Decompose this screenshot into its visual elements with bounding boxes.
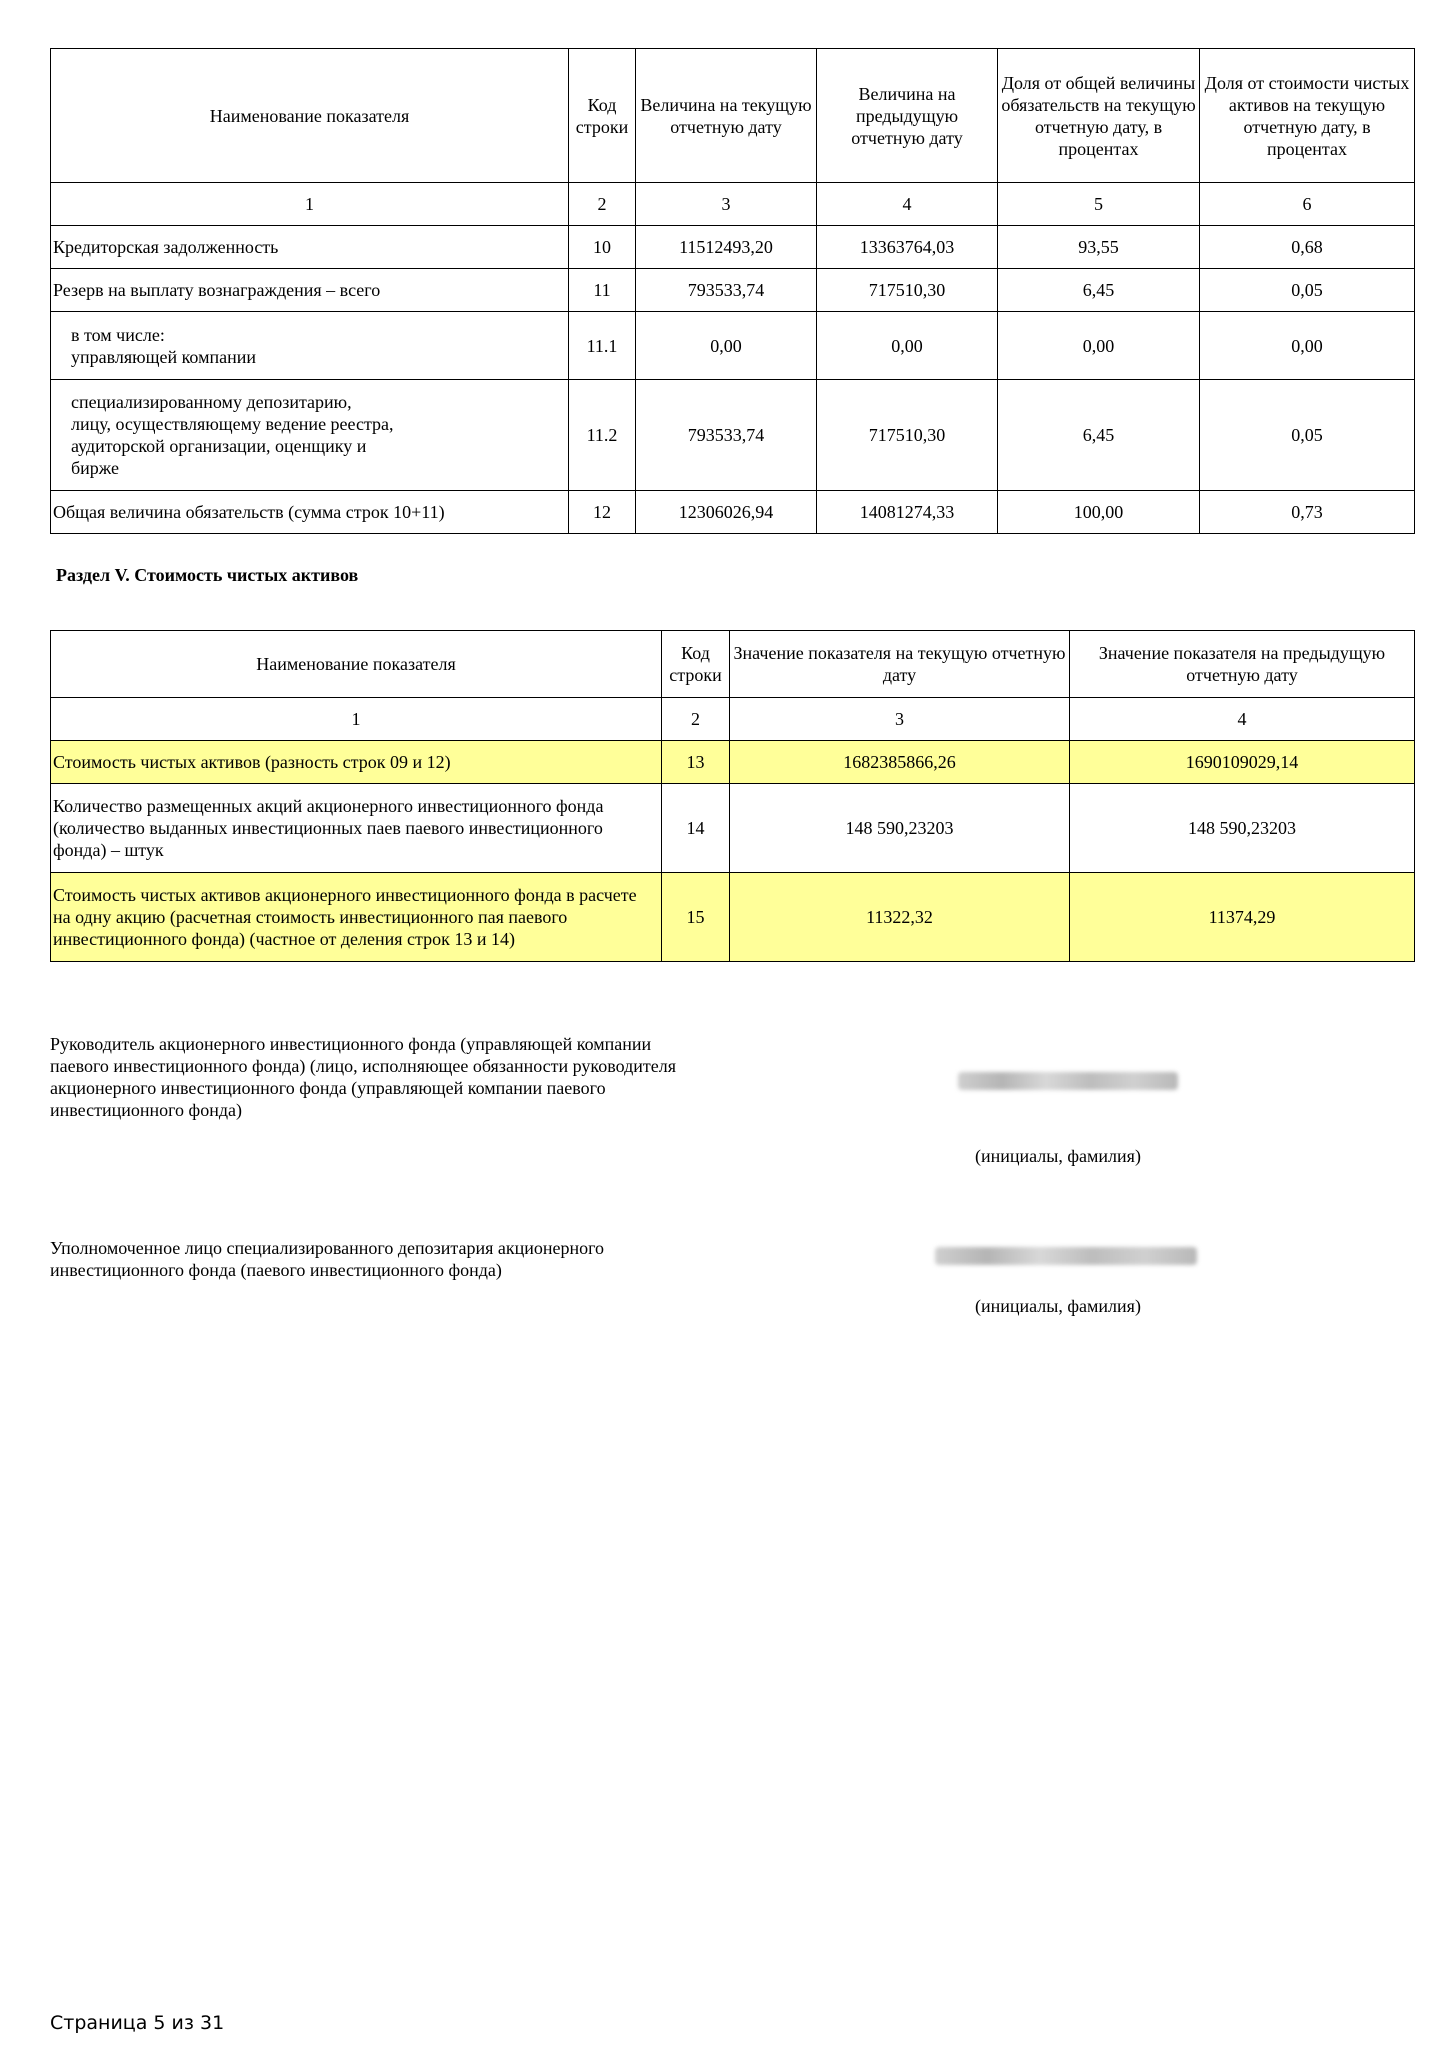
row-code: 11.2: [569, 380, 636, 491]
row-value: 1682385866,26: [730, 741, 1070, 784]
row-value: 148 590,23203: [730, 784, 1070, 873]
row-value: 11374,29: [1070, 873, 1415, 962]
column-number: 1: [51, 698, 662, 741]
column-number: 6: [1200, 183, 1415, 226]
row-value: 0,00: [1200, 312, 1415, 380]
header-cell: Значение показателя на предыдущую отчетную дату: [1070, 631, 1415, 698]
row-value: 0,73: [1200, 491, 1415, 534]
row-name: Резерв на выплату вознаграждения – всего: [51, 269, 569, 312]
row-value: 11322,32: [730, 873, 1070, 962]
table-row: [51, 491, 1415, 534]
row-code: 12: [569, 491, 636, 534]
row-value: 13363764,03: [817, 226, 998, 269]
row-code: 10: [569, 226, 636, 269]
header-cell: Код строки: [569, 49, 636, 183]
row-value: 717510,30: [817, 269, 998, 312]
table-row: [51, 784, 1415, 873]
header-cell: Доля от общей величины обязательств на текущую отчетную дату, в процентах: [998, 49, 1200, 183]
row-name: Стоимость чистых активов (разность строк 09 и 12): [51, 741, 662, 784]
depositary-signature-caption: (инициалы, фамилия): [975, 1296, 1141, 1316]
table-row: [51, 226, 1415, 269]
header-cell: Наименование показателя: [51, 49, 569, 183]
row-value: 0,00: [636, 312, 817, 380]
table-row: [51, 312, 1415, 380]
row-name: Стоимость чистых активов акционерного инвестиционного фонда в расчете на одну акцию (расчетная стоимость инвестиционного пая паевого инвестиционного фонда) (частное от деления строк 13 и 14): [51, 873, 662, 962]
row-code: 11.1: [569, 312, 636, 380]
row-name: Количество размещенных акций акционерного инвестиционного фонда (количество выданных инвестиционных паев паевого инвестиционного фонда) – штук: [51, 784, 662, 873]
row-name: Общая величина обязательств (сумма строк 10+11): [51, 491, 569, 534]
redacted-name: [935, 1247, 1197, 1265]
row-name: Кредиторская задолженность: [51, 226, 569, 269]
row-value: 100,00: [998, 491, 1200, 534]
section-title: Раздел V. Стоимость чистых активов: [56, 565, 359, 585]
column-number: 4: [817, 183, 998, 226]
row-value: 14081274,33: [817, 491, 998, 534]
table-row: [51, 380, 1415, 491]
row-code: 14: [662, 784, 730, 873]
header-cell: Величина на предыдущую отчетную дату: [817, 49, 998, 183]
table-row-highlighted: [51, 741, 1415, 784]
header-cell: Код строки: [662, 631, 730, 698]
row-value: 93,55: [998, 226, 1200, 269]
column-number: 5: [998, 183, 1200, 226]
page-number: Страница 5 из 31: [50, 2012, 225, 2034]
column-number: 2: [569, 183, 636, 226]
redacted-name: [958, 1072, 1178, 1090]
row-value: 0,00: [998, 312, 1200, 380]
table-header-row: [51, 49, 1415, 183]
column-number: 3: [730, 698, 1070, 741]
row-code: 13: [662, 741, 730, 784]
table-row: [51, 269, 1415, 312]
net-assets-table: [50, 630, 1415, 962]
row-value: 0,05: [1200, 269, 1415, 312]
row-value: 0,00: [817, 312, 998, 380]
row-name: специализированному депозитарию, лицу, осуществляющему ведение реестра, аудиторской организации, оценщику и бирже: [51, 380, 569, 491]
row-value: 11512493,20: [636, 226, 817, 269]
column-number: 1: [51, 183, 569, 226]
row-value: 0,05: [1200, 380, 1415, 491]
row-value: 0,68: [1200, 226, 1415, 269]
liabilities-table: [50, 48, 1415, 534]
row-value: 148 590,23203: [1070, 784, 1415, 873]
header-cell: Наименование показателя: [51, 631, 662, 698]
column-number: 4: [1070, 698, 1415, 741]
depositary-signature-text: Уполномоченное лицо специализированного депозитария акционерного инвестиционного фонда (паевого инвестиционного фонда): [50, 1238, 605, 1280]
table-header-row: [51, 631, 1415, 698]
header-cell: Величина на текущую отчетную дату: [636, 49, 817, 183]
row-code: 15: [662, 873, 730, 962]
row-value: 6,45: [998, 269, 1200, 312]
column-number-row: [51, 698, 1415, 741]
row-value: 12306026,94: [636, 491, 817, 534]
row-value: 1690109029,14: [1070, 741, 1415, 784]
head-signature-caption: (инициалы, фамилия): [975, 1146, 1141, 1166]
header-cell: Доля от стоимости чистых активов на текущую отчетную дату, в процентах: [1200, 49, 1415, 183]
row-name: в том числе: управляющей компании: [51, 312, 569, 380]
row-code: 11: [569, 269, 636, 312]
row-value: 6,45: [998, 380, 1200, 491]
column-number: 3: [636, 183, 817, 226]
row-value: 793533,74: [636, 380, 817, 491]
row-value: 793533,74: [636, 269, 817, 312]
column-number-row: [51, 183, 1415, 226]
header-cell: Значение показателя на текущую отчетную дату: [730, 631, 1070, 698]
row-value: 717510,30: [817, 380, 998, 491]
head-signature-text: Руководитель акционерного инвестиционного фонда (управляющей компании паевого инвестиционного фонда) (лицо, исполняющее обязанности руководителя акционерного инвестиционного фонда (управляющей компании паевого инвестиционного фонда): [50, 1034, 677, 1120]
column-number: 2: [662, 698, 730, 741]
table-row-highlighted: [51, 873, 1415, 962]
